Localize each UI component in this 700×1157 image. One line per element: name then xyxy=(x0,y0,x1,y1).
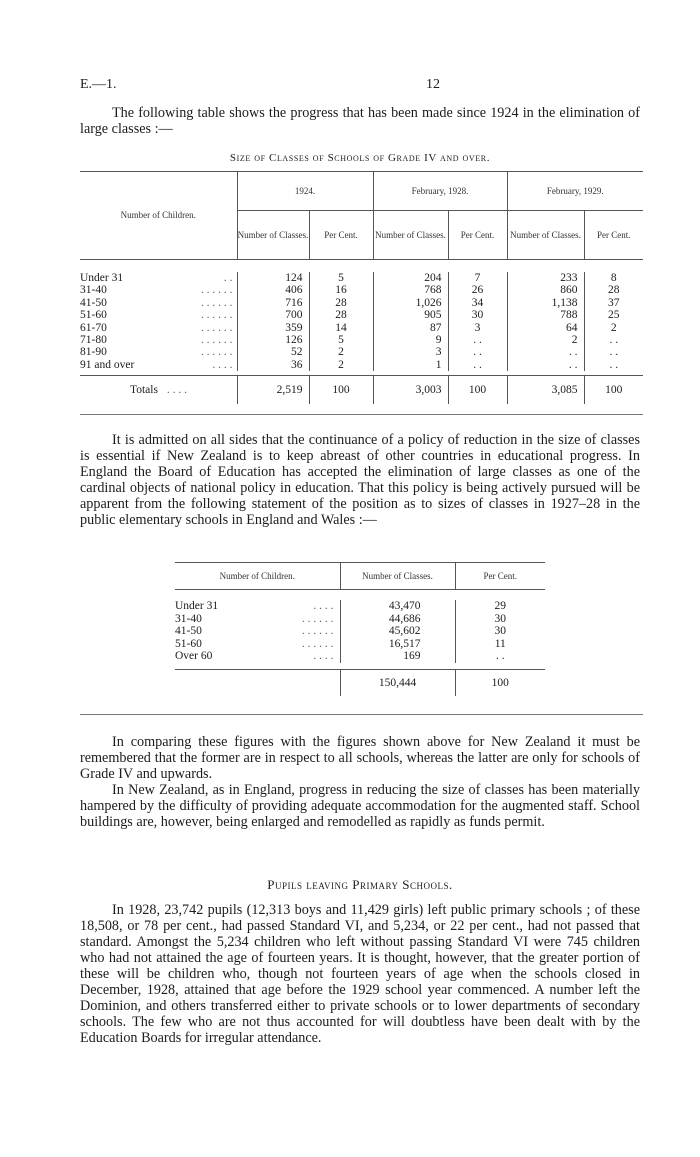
col-header: Per Cent. xyxy=(309,211,373,260)
total-cell: 100 xyxy=(309,376,373,405)
table-cell: 2 xyxy=(309,359,373,371)
table-row xyxy=(80,334,643,346)
table-row xyxy=(80,297,643,309)
table-cell: . . xyxy=(507,346,584,358)
totals-label: Totals xyxy=(130,384,158,397)
leader-dots: . . xyxy=(223,272,233,284)
table-cell: 64 xyxy=(507,322,584,334)
table-cell: 860 xyxy=(507,284,584,296)
table-cell: 7 xyxy=(448,272,507,284)
row-label: 91 and over xyxy=(80,358,135,371)
table-cell: 169 xyxy=(340,650,455,663)
row-label: 31-40 xyxy=(175,612,202,625)
table-cell: 28 xyxy=(309,309,373,321)
col-header: Number of Classes. xyxy=(237,211,309,260)
table-row xyxy=(80,322,643,334)
leader-dots: . . . . xyxy=(212,358,233,371)
table-cell: 16,517 xyxy=(340,638,455,651)
table-cell: 14 xyxy=(309,322,373,334)
table-cell: 204 xyxy=(373,272,448,284)
table-cell: 45,602 xyxy=(340,625,455,638)
col-header: Per Cent. xyxy=(584,211,643,260)
accommodation-paragraph: In New Zealand, as in England, progress in reducing the size of classes has been materially hampered by the difficulty of providing adequate accommodation for the augmented staff. School buildings are, however, being enlarged and remodelled as rapidly as funds permit. xyxy=(80,782,640,830)
row-label: 41-50 xyxy=(80,296,107,309)
leader-dots: . . . . . . xyxy=(200,296,233,309)
table-row xyxy=(175,650,545,663)
table-cell: 788 xyxy=(507,309,584,321)
leader-dots: . . . . xyxy=(166,384,187,397)
table-cell: . . xyxy=(584,359,643,371)
table-cell: 2 xyxy=(584,322,643,334)
table-cell: 1,138 xyxy=(507,297,584,309)
row-label: 51-60 xyxy=(175,637,202,650)
table-cell: 28 xyxy=(584,284,643,296)
table-cell: 37 xyxy=(584,297,643,309)
table-cell: 25 xyxy=(584,309,643,321)
table-cell: 124 xyxy=(237,272,309,284)
table-row xyxy=(80,272,643,284)
table-cell: 28 xyxy=(309,297,373,309)
table-row xyxy=(175,613,545,626)
row-label: Over 60 xyxy=(175,650,213,663)
table-cell: 1 xyxy=(373,359,448,371)
intro-paragraph: The following table shows the progress that has been made since 1924 in the elimination of large classes :— xyxy=(80,105,640,137)
total-cell: 3,003 xyxy=(373,376,448,405)
table-cell: . . xyxy=(448,334,507,346)
table-cell: 30 xyxy=(448,309,507,321)
table-cell: 8 xyxy=(584,272,643,284)
table1-caption: Size of Classes of Schools of Grade IV and over. xyxy=(229,152,491,164)
table-cell: 2 xyxy=(309,346,373,358)
class-size-table-nz xyxy=(80,171,643,404)
row-header: Number of Children. xyxy=(120,210,196,220)
total-cell: 2,519 xyxy=(237,376,309,405)
row-label: 41-50 xyxy=(175,625,202,638)
page-header xyxy=(80,77,640,95)
group-header: 1924. xyxy=(237,172,373,211)
row-label: 31-40 xyxy=(80,284,107,297)
table-cell: . . xyxy=(584,334,643,346)
group-header: February, 1929. xyxy=(507,172,643,211)
table-row xyxy=(80,284,643,296)
class-size-table-england xyxy=(175,562,545,696)
table-cell: 9 xyxy=(373,334,448,346)
total-cell: 100 xyxy=(584,376,643,405)
table-cell: 87 xyxy=(373,322,448,334)
table-cell: 5 xyxy=(309,334,373,346)
table-cell: 2 xyxy=(507,334,584,346)
table-cell: . . xyxy=(584,346,643,358)
total-percent: 100 xyxy=(455,669,545,696)
leader-dots: . . . . xyxy=(313,600,334,612)
row-label: Under 31 xyxy=(175,600,219,612)
col-header: Number of Classes. xyxy=(507,211,584,260)
table-cell: 16 xyxy=(309,284,373,296)
report-reference: E.—1. xyxy=(80,77,117,92)
comparison-paragraph: In comparing these figures with the figures shown above for New Zealand it must be remembered that the former are in respect to all schools, whereas the latter are only for schools of Grade IV and upwards. xyxy=(80,734,640,782)
leader-dots: . . . . xyxy=(313,650,334,663)
table-cell: 126 xyxy=(237,334,309,346)
totals-row xyxy=(80,376,643,405)
leader-dots: . . . . . . xyxy=(200,334,233,347)
table-cell: 3 xyxy=(373,346,448,358)
col-header: Number of Classes. xyxy=(373,211,448,260)
leader-dots: . . . . . . xyxy=(301,625,334,638)
table-cell: 36 xyxy=(237,359,309,371)
page-number: 12 xyxy=(426,77,440,92)
table-cell: 30 xyxy=(455,625,545,638)
row-label: 61-70 xyxy=(80,321,107,334)
table-cell: 43,470 xyxy=(340,600,455,613)
table-row xyxy=(80,309,643,321)
row-label: 81-90 xyxy=(80,346,107,359)
table1-bottom-rule xyxy=(80,414,643,415)
col-header: Per Cent. xyxy=(455,563,545,590)
col-header: Number of Children. xyxy=(175,563,340,590)
table-cell: . . xyxy=(507,359,584,371)
leader-dots: . . . . . . xyxy=(301,612,334,625)
total-cell: 3,085 xyxy=(507,376,584,405)
total-cell: 100 xyxy=(448,376,507,405)
row-label: Under 31 xyxy=(80,272,124,284)
row-label: 71-80 xyxy=(80,334,107,347)
table-cell: 52 xyxy=(237,346,309,358)
row-header-cell xyxy=(80,172,237,260)
leader-dots: . . . . . . xyxy=(200,346,233,359)
table-cell: 716 xyxy=(237,297,309,309)
table-row xyxy=(175,600,545,613)
row-label: 51-60 xyxy=(80,309,107,322)
table-cell: 30 xyxy=(455,613,545,626)
table-cell: . . xyxy=(455,650,545,663)
table-cell: 700 xyxy=(237,309,309,321)
section-title: Pupils leaving Primary Schools. xyxy=(267,877,453,892)
table2-bottom-rule xyxy=(80,714,643,715)
table-cell: 11 xyxy=(455,638,545,651)
table-cell: 406 xyxy=(237,284,309,296)
totals-row xyxy=(175,669,545,696)
table-cell: 5 xyxy=(309,272,373,284)
group-header: February, 1928. xyxy=(373,172,507,211)
leader-dots: . . . . . . xyxy=(200,309,233,322)
table-cell: 768 xyxy=(373,284,448,296)
table-row xyxy=(80,346,643,358)
pupils-leaving-paragraph: In 1928, 23,742 pupils (12,313 boys and 11,429 girls) left public primary schools ; of these 18,508, or 78 per cent., had passed Standard VI, and 5,234, or 22 per cent., had not passed that standard. Amongst the 5,234 children who left without passing Standard VI were 745 children who had not attained the age of fourteen years. It is thought, however, that the greater portion of these will be children who, though not fourteen years of age when the schools closed in December, 1928, attained that age before the 1929 school year commenced. A number left the Dominion, and others transferred either to private schools or to lower departments of secondary schools. The few who are not thus accounted for will doubtless have been dealt with by the Education Boards for irregular attendance. xyxy=(80,902,640,1046)
leader-dots: . . . . . . xyxy=(301,637,334,650)
table-cell: 26 xyxy=(448,284,507,296)
table-cell: 29 xyxy=(455,600,545,613)
table-cell: . . xyxy=(448,359,507,371)
table-row xyxy=(80,359,643,371)
leader-dots: . . . . . . xyxy=(200,321,233,334)
table-cell: 233 xyxy=(507,272,584,284)
table-row xyxy=(175,638,545,651)
leader-dots: . . . . . . xyxy=(200,284,233,297)
table-cell: 905 xyxy=(373,309,448,321)
col-header: Number of Classes. xyxy=(340,563,455,590)
table-cell: 44,686 xyxy=(340,613,455,626)
policy-paragraph: It is admitted on all sides that the continuance of a policy of reduction in the size of classes is essential if New Zealand is to keep abreast of other countries in educational progress. In England the Board of Education has accepted the elimination of large classes as one of the cardinal objects of national policy in education. That this policy is being actively pursued will be apparent from the following statement of the position as to sizes of classes in 1927–28 in the public elementary schools in England and Wales :— xyxy=(80,432,640,528)
table-cell: 3 xyxy=(448,322,507,334)
table-cell: 34 xyxy=(448,297,507,309)
table-cell: 359 xyxy=(237,322,309,334)
total-classes: 150,444 xyxy=(340,669,455,696)
table-cell: 1,026 xyxy=(373,297,448,309)
col-header: Per Cent. xyxy=(448,211,507,260)
table-row xyxy=(175,625,545,638)
table-cell: . . xyxy=(448,346,507,358)
